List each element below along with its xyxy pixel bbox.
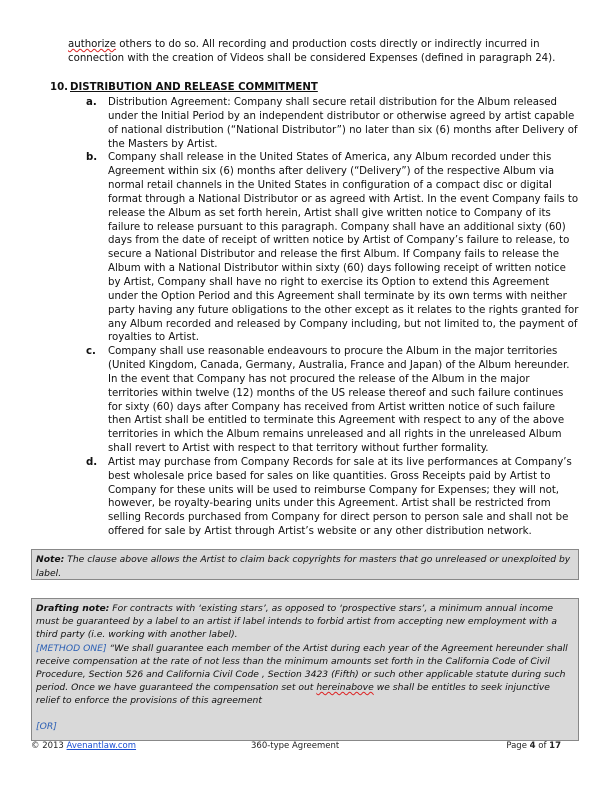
clause-marker: b. — [86, 152, 98, 164]
drafting-label: Drafting note: — [36, 603, 110, 614]
page-footer — [31, 741, 561, 753]
footer-page-number — [506, 741, 561, 751]
note-text: The clause above allows the Artist to claim back copyrights for masters that go unreleased or unexploited by label. — [36, 554, 571, 579]
method-one-text-end: we shall be entitles to seek injunctive relief to enforce the provisions of this agreement — [36, 682, 550, 707]
spellcheck-word: authorize — [68, 39, 117, 50]
clause-text: Artist may purchase from Company Records for sale at its live performances at Company’s best wholesale price based for sales on like quantities. Gross Receipts paid by Artist to Company for these units will be used to reimburse Company for Expenses; they will not, however, be royalty-bearing units under this Agreement. Artist shall be restricted from selling Records purchased from Company for direct person to person sale and shall not be offered for sale by Artist through Artist’s website or any other distribution network. — [108, 456, 572, 538]
note-box — [31, 549, 579, 580]
section-heading — [50, 82, 318, 93]
page-total: 17 — [549, 741, 561, 751]
clause-marker: c. — [86, 346, 96, 358]
intro-text: others to do so. All recording and production costs directly or indirectly incurred in connection with the creation of Videos shall be considered Expenses (defined in paragraph 24). — [68, 39, 556, 65]
clause-text: Company shall release in the United States of America, any Album recorded under this Agreement within six (6) months after delivery (“Delivery”) of the respective Album via normal retail channels in the United States in configuration of a compact disc or digital format through a National Distributor or as agreed with Artist. In the event Company fails to release the Album as set forth herein, Artist shall give written notice to Company of its failure to release pursuant to this paragraph. Company shall have an additional sixty (60) days from the date of receipt of written notice by Artist of Company’s failure to release, to secure a National Distributor and release the first Album. If Company fails to release the Album with a National Distributor within sixty (60) days following receipt of written notice by Artist, Company shall have no right to exercise its Option to extend this Agreement under the Option Period and this Agreement shall terminate by its own terms with neither party having any future obligations to the other except as it relates to the rights granted for any Album recorded and released by Company including, but not limited to, the payment of royalties to Artist. — [108, 152, 579, 344]
note-label: Note: — [36, 554, 65, 565]
copyright-text: © 2013 — [31, 741, 64, 751]
clause-marker: a. — [86, 97, 97, 108]
page-current: 4 — [529, 741, 536, 751]
method-one-label: [METHOD ONE] — [36, 642, 107, 654]
page-of: of — [538, 741, 547, 751]
method-one-text: “We shall guarantee each member of the Artist during each year of the Agreement hereunder shall receive compensation at the rate of not less than the minimum amounts set forth in the California Code of Civil Procedure, Section 526 and California Civil Code , Section 3423 (Fifth) or such other applicable statute during such period. Once we have guaranteed the compensation set out — [36, 642, 568, 694]
section-title: DISTRIBUTION AND RELEASE COMMITMENT — [70, 82, 318, 93]
intro-paragraph — [68, 38, 580, 66]
or-label: [OR] — [36, 720, 57, 732]
clause-item-c — [86, 345, 580, 456]
clause-text: Distribution Agreement: Company shall secure retail distribution for the Album released under the Initial Period by an independent distributor or otherwise agreed by artist capable of national distribution (“National Distributor”) no later than six (6) months after Delivery of the Masters by Artist. — [108, 97, 578, 150]
drafting-note-box — [31, 598, 579, 741]
clause-item-d — [86, 456, 580, 539]
clause-text: Company shall use reasonable endeavours to procure the Album in the major territories (United Kingdom, Canada, Germany, Australia, France and Japan) of the Album hereunder. In the event that Company has not procured the release of the Album in the major territories within twelve (12) months of the US release thereof and such failure continues for sixty (60) days after Company has received from Artist written notice of such failure then Artist shall be entitled to terminate this Agreement with respect to any of the above territories in which the Album remains unreleased and all rights in the unreleased Album shall revert to Artist with respect to that territory without further formality. — [108, 346, 570, 455]
drafting-paragraph — [36, 602, 574, 642]
footer-doc-title: 360-type Agreement — [251, 741, 340, 751]
drafting-text: For contracts with ‘existing stars’, as opposed to ‘prospective stars’, a minimum annual income must be guaranteed by a label to an artist if label intends to forbid artist from accepting new employment with a third party (i.e. working with another label). — [36, 603, 557, 641]
footer-copyright — [31, 741, 136, 751]
method-one-paragraph — [36, 642, 574, 708]
clause-item-b — [86, 151, 580, 345]
page-prefix: Page — [506, 741, 527, 751]
footer-site-link[interactable]: Avenantlaw.com — [66, 741, 137, 751]
spellcheck-word: hereinabove — [316, 682, 374, 694]
clause-item-a — [86, 96, 580, 151]
clause-list — [86, 96, 580, 539]
clause-marker: d. — [86, 456, 98, 468]
section-number: 10. — [50, 82, 69, 93]
